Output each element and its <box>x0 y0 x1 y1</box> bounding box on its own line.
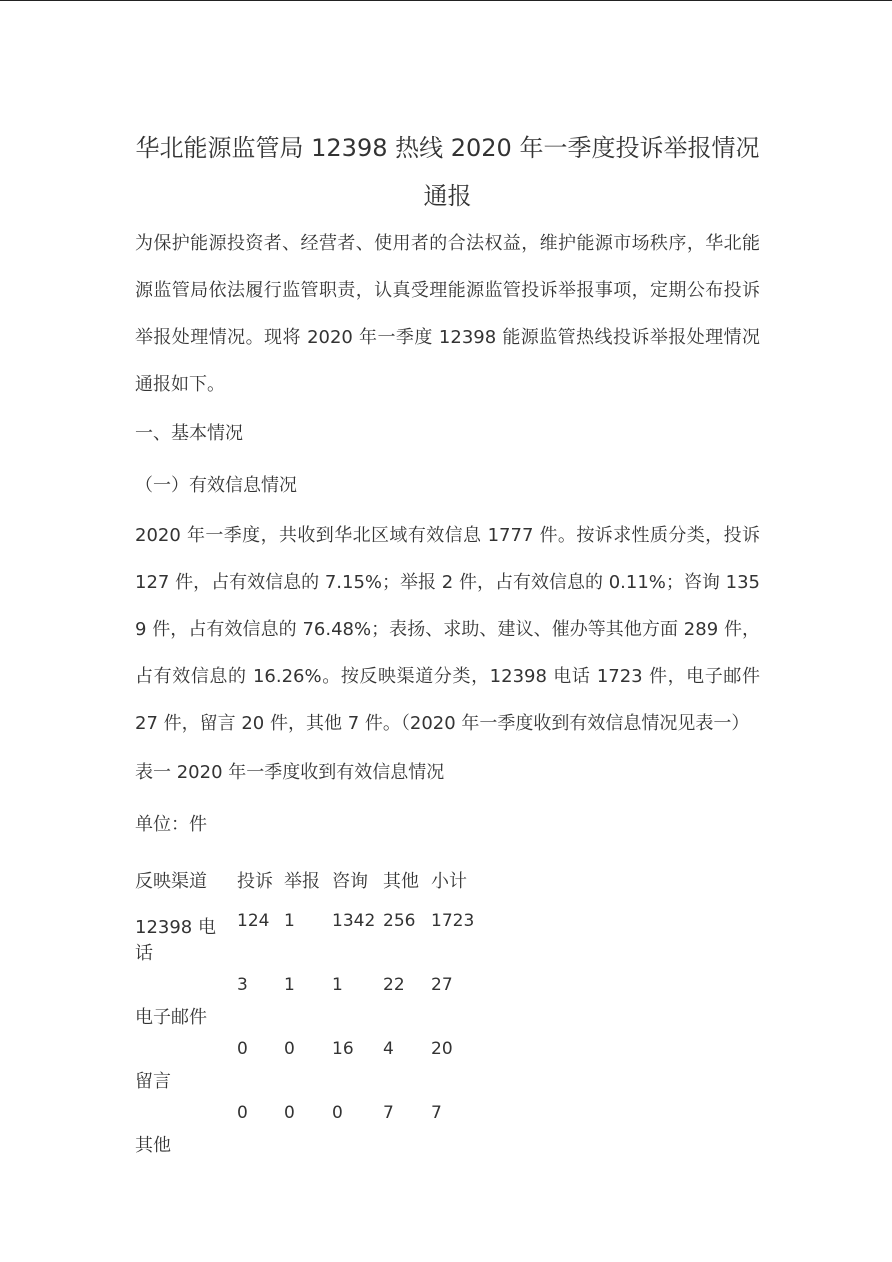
header-channel: 反映渠道 <box>135 871 207 892</box>
cell-value: 0 <box>237 1103 248 1123</box>
table-row <box>135 971 487 1035</box>
cell-value: 7 <box>383 1103 394 1123</box>
cell-value: 1723 <box>431 911 475 931</box>
table-row <box>135 1035 487 1099</box>
header-report: 举报 <box>284 871 320 892</box>
table-header-row <box>135 853 487 907</box>
header-other: 其他 <box>383 871 419 892</box>
valid-info-table <box>135 853 487 1163</box>
table-unit: 单位：件 <box>135 814 207 835</box>
cell-value: 20 <box>431 1039 453 1059</box>
table-caption: 表一 2020 年一季度收到有效信息情况 <box>135 762 445 783</box>
row-channel-message: 留言 <box>135 1071 171 1092</box>
cell-value: 7 <box>431 1103 442 1123</box>
cell-value: 1 <box>284 975 295 995</box>
header-inquiry: 咨询 <box>332 871 368 892</box>
cell-value: 3 <box>237 975 248 995</box>
cell-value: 22 <box>383 975 405 995</box>
cell-value: 1342 <box>332 911 376 931</box>
cell-value: 16 <box>332 1039 354 1059</box>
subsection-heading-valid-info: （一）有效信息情况 <box>135 475 297 496</box>
table-row <box>135 907 487 971</box>
row-channel-phone: 12398 电话 <box>135 917 216 964</box>
document-page <box>135 124 760 1163</box>
cell-value: 1 <box>332 975 343 995</box>
document-title: 华北能源监管局 12398 热线 2020 年一季度投诉举报情况通报 <box>135 134 760 210</box>
cell-value: 0 <box>284 1103 295 1123</box>
valid-info-paragraph: 2020 年一季度，共收到华北区域有效信息 1777 件。按诉求性质分类，投诉 127 件，占有效信息的 7.15%；举报 2 件，占有效信息的 0.11%；咨询 1359 件，占有效信息的 76.48%；表扬、求助、建议、催办等其他方面 289 件，占有效信息的 16.26%。按反映渠道分类，12398 电话 1723 件，电子邮件 27 件，留言 20 件，其他 7 件。（2020 年一季度收到有效信息情况见表一） <box>135 525 760 734</box>
cell-value: 1 <box>284 911 295 931</box>
intro-paragraph: 为保护能源投资者、经营者、使用者的合法权益，维护能源市场秩序，华北能源监管局依法履行监管职责，认真受理能源监管投诉举报事项，定期公布投诉举报处理情况。现将 2020 年一季度 12398 能源监管热线投诉举报处理情况通报如下。 <box>135 233 760 395</box>
cell-value: 0 <box>237 1039 248 1059</box>
cell-value: 0 <box>332 1103 343 1123</box>
cell-value: 27 <box>431 975 453 995</box>
cell-value: 124 <box>237 911 270 931</box>
table-row <box>135 1099 487 1163</box>
cell-value: 0 <box>284 1039 295 1059</box>
top-border-line <box>0 0 892 1</box>
header-subtotal: 小计 <box>431 871 467 892</box>
row-channel-email: 电子邮件 <box>135 1007 207 1028</box>
cell-value: 4 <box>383 1039 394 1059</box>
header-complaint: 投诉 <box>237 871 273 892</box>
section-heading-basic: 一、基本情况 <box>135 423 243 444</box>
row-channel-other: 其他 <box>135 1135 171 1156</box>
cell-value: 256 <box>383 911 416 931</box>
